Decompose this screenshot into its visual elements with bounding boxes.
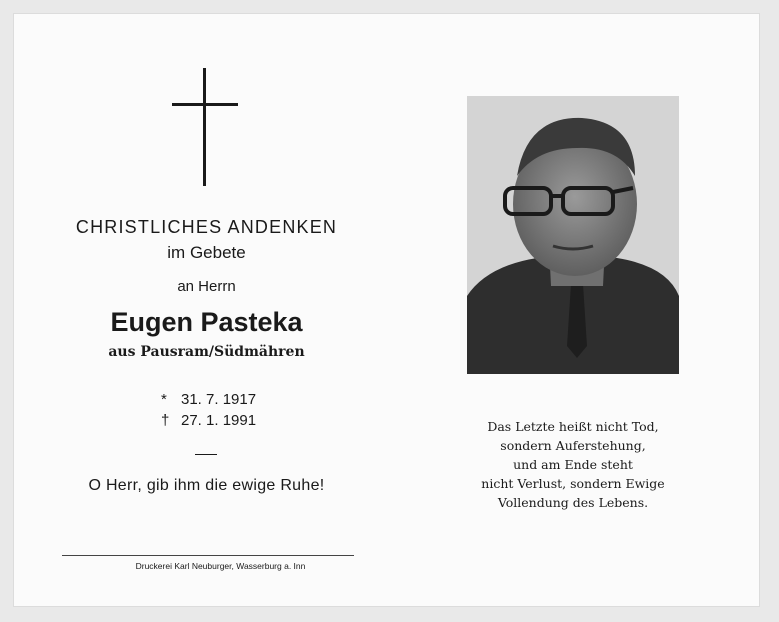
salutation: an Herrn xyxy=(177,278,236,295)
quote-line: und am Ende steht xyxy=(513,457,633,472)
birth-row xyxy=(161,389,256,410)
death-row xyxy=(161,410,256,431)
quote xyxy=(432,417,714,512)
origin: aus Pausram/Südmähren xyxy=(108,344,305,360)
subheading: im Gebete xyxy=(167,243,246,262)
death-date: 27. 1. 1991 xyxy=(181,412,257,429)
life-dates xyxy=(161,389,256,431)
divider-dash xyxy=(195,454,217,455)
footer-rule xyxy=(62,555,354,556)
death-symbol: † xyxy=(161,412,170,429)
portrait-illustration xyxy=(467,96,679,374)
quote-line: nicht Verlust, sondern Ewige xyxy=(481,476,665,491)
heading: CHRISTLICHES ANDENKEN xyxy=(75,217,338,237)
deceased-name: Eugen Pasteka xyxy=(110,307,303,337)
birth-symbol: * xyxy=(161,391,167,408)
prayer: O Herr, gib ihm die ewige Ruhe! xyxy=(88,477,325,494)
quote-line: Das Letzte heißt nicht Tod, xyxy=(487,419,659,434)
birth-date: 31. 7. 1917 xyxy=(181,391,257,408)
cross-icon xyxy=(172,68,238,186)
left-panel xyxy=(14,14,399,606)
portrait-photo xyxy=(467,96,679,374)
memorial-card xyxy=(14,14,759,606)
quote-line: sondern Auferstehung, xyxy=(500,438,646,453)
quote-line: Vollendung des Lebens. xyxy=(497,495,649,510)
printer-credit: Druckerei Karl Neuburger, Wasserburg a. Inn xyxy=(135,561,306,571)
